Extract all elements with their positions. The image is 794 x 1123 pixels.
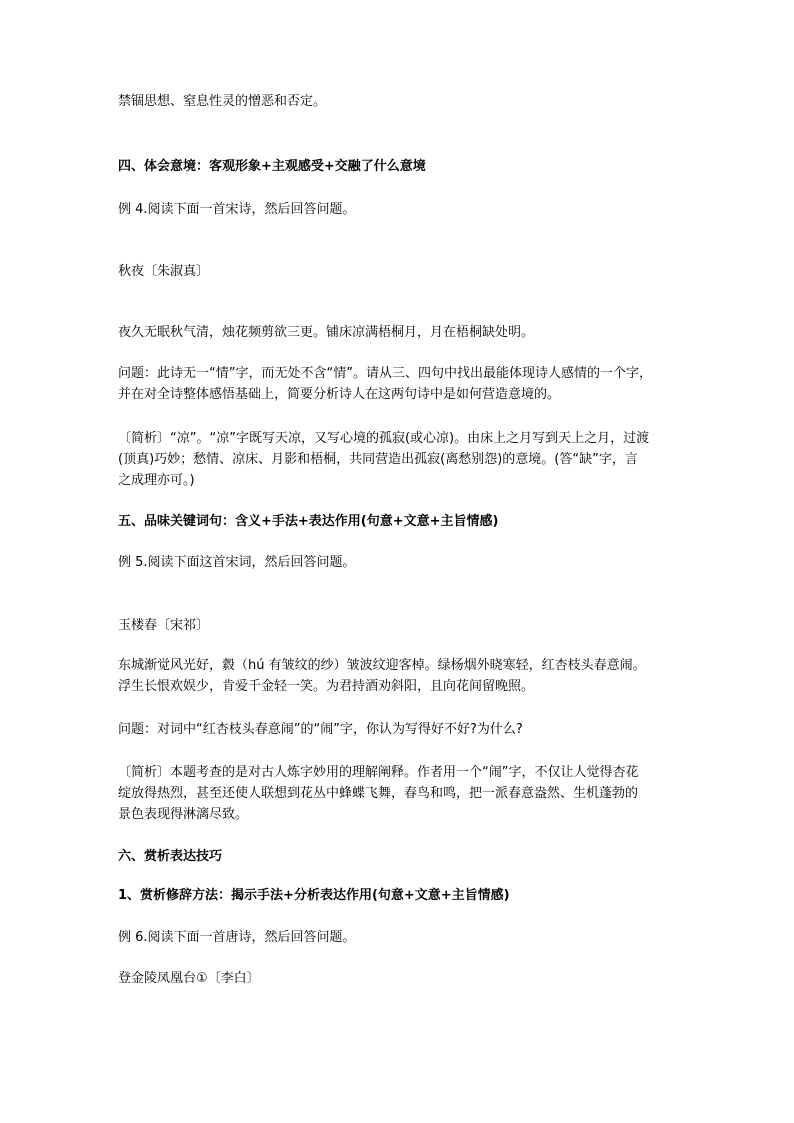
analysis-text: 绽放得热烈，甚至还使人联想到花丛中蜂蝶飞舞，春鸟和鸣，把一派春意盎然、生机蓬勃的 xyxy=(118,786,639,801)
section-heading: 六、赏析表达技巧 xyxy=(118,849,223,864)
poem-text: 夜久无眠秋气清，烛花频剪欲三更。铺床凉满梧桐月，月在梧桐缺处明。 xyxy=(118,325,535,340)
poem-text: 东城渐觉风光好，縠（hú 有皱纹的纱）皱波纹迎客棹。绿杨烟外晓寒轻，红杏枝头春意闹。 xyxy=(118,658,646,673)
poem-title: 玉楼春〔宋祁〕 xyxy=(118,618,210,633)
question-text: 问题：对词中“红杏枝头春意闹”的“闹”字，你认为写得好不好?为什么? xyxy=(118,722,523,737)
paragraph-text: 禁锢思想、窒息性灵的憎恶和否定。 xyxy=(118,94,327,109)
poem-text: 浮生长恨欢娱少，肯爱千金轻一笑。为君持酒劝斜阳，且向花间留晚照。 xyxy=(118,679,535,694)
analysis-text: 〔简析〕本题考查的是对古人炼字妙用的理解阐释。作者用一个“闹”字，不仅让人觉得杏花 xyxy=(118,765,639,780)
example-intro: 例 4.阅读下面一首宋诗，然后回答问题。 xyxy=(118,202,356,217)
question-text: 问题：此诗无一“情”字，而无处不含“情”。请从三、四句中找出最能体现诗人感情的一个字， xyxy=(118,366,652,381)
poem-title: 登金陵凤凰台①〔李白〕 xyxy=(118,971,260,986)
analysis-text: 之成理亦可。) xyxy=(118,473,195,488)
poem-title: 秋夜〔朱淑真〕 xyxy=(118,264,210,279)
analysis-text: 〔简析〕“凉”。“凉”字既写天凉，又写心境的孤寂(或心凉)。由床上之月写到天上之月，过渡 xyxy=(118,431,650,446)
analysis-text: 景色表现得淋漓尽致。 xyxy=(118,807,249,822)
analysis-text: (顶真)巧妙；愁情、凉床、月影和梧桐，共同营造出孤寂(离愁别怨)的意境。(答“缺”字，言 xyxy=(118,452,638,467)
subsection-heading: 1、赏析修辞方法：揭示手法+分析表达作用(句意+文意+主旨情感) xyxy=(118,888,510,903)
example-intro: 例 5.阅读下面这首宋词，然后回答问题。 xyxy=(118,555,356,570)
section-heading: 四、体会意境：客观形象+主观感受+交融了什么意境 xyxy=(118,159,426,174)
question-text: 并在对全诗整体感悟基础上，简要分析诗人在这两句诗中是如何营造意境的。 xyxy=(118,387,561,402)
example-intro: 例 6.阅读下面一首唐诗，然后回答问题。 xyxy=(118,930,356,945)
section-heading: 五、品味关键词句：含义+手法+表达作用(句意+文意+主旨情感) xyxy=(118,514,499,529)
